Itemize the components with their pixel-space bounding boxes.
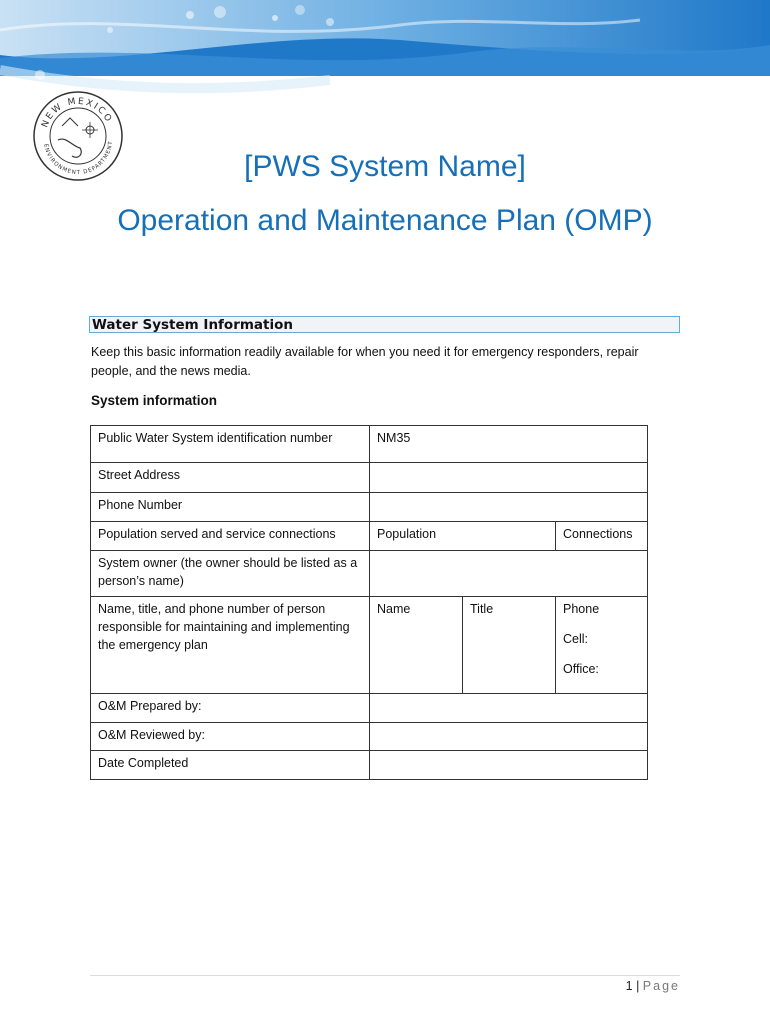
table-row — [91, 597, 648, 694]
table-row — [91, 723, 648, 751]
om-reviewed-field[interactable] — [370, 723, 648, 751]
connections-field[interactable]: Connections — [556, 522, 648, 551]
om-prepared-label: O&M Prepared by: — [91, 694, 370, 723]
cell-label: Cell: — [563, 632, 589, 646]
table-row — [91, 426, 648, 463]
seal-text-bottom: ENVIRONMENT DEPARTMENT — [42, 140, 115, 177]
pws-id-label: Public Water System identification number — [91, 426, 370, 463]
pws-id-value[interactable]: NM35 — [370, 426, 648, 463]
responsible-title-field[interactable]: Title — [463, 597, 556, 694]
system-owner-field[interactable] — [370, 551, 648, 597]
om-reviewed-label: O&M Reviewed by: — [91, 723, 370, 751]
responsible-name-field[interactable]: Name — [370, 597, 463, 694]
page-footer — [626, 979, 680, 993]
phone-heading: Phone — [563, 602, 600, 616]
section-heading: Water System Information — [89, 316, 680, 333]
date-completed-label: Date Completed — [91, 751, 370, 780]
table-row — [91, 551, 648, 597]
page-word: Page — [642, 979, 680, 993]
document-title-line1: [PWS System Name] — [244, 150, 526, 183]
intro-paragraph: Keep this basic information readily available for when you need it for emergency responders, repair people, and the news media. — [91, 345, 639, 378]
system-information-table — [90, 425, 648, 780]
phone-number-label: Phone Number — [91, 493, 370, 522]
population-label: Population served and service connections — [91, 522, 370, 551]
date-completed-field[interactable] — [370, 751, 648, 780]
om-prepared-field[interactable] — [370, 694, 648, 723]
footer-divider — [90, 975, 680, 976]
seal-text-top: NEW MEXICO — [40, 96, 114, 130]
population-field[interactable]: Population — [370, 522, 556, 551]
table-row — [91, 463, 648, 493]
page-number: 1 — [625, 979, 633, 993]
header-banner — [0, 0, 770, 100]
office-label: Office: — [563, 662, 599, 676]
water-wave-graphic — [0, 0, 770, 100]
table-row — [91, 522, 648, 551]
table-row — [91, 493, 648, 522]
table-row — [91, 694, 648, 723]
responsible-person-label: Name, title, and phone number of person responsible for maintaining and implementing the emergency plan — [91, 597, 370, 694]
system-owner-label: System owner (the owner should be listed as a person’s name) — [91, 551, 370, 597]
street-address-label: Street Address — [91, 463, 370, 493]
phone-number-field[interactable] — [370, 493, 648, 522]
responsible-phone-field[interactable] — [556, 597, 648, 694]
footer-separator: | — [636, 979, 640, 993]
document-title-line2: Operation and Maintenance Plan (OMP) — [117, 204, 653, 237]
street-address-field[interactable] — [370, 463, 648, 493]
subheading-system-information: System information — [91, 393, 218, 408]
table-row — [91, 751, 648, 780]
